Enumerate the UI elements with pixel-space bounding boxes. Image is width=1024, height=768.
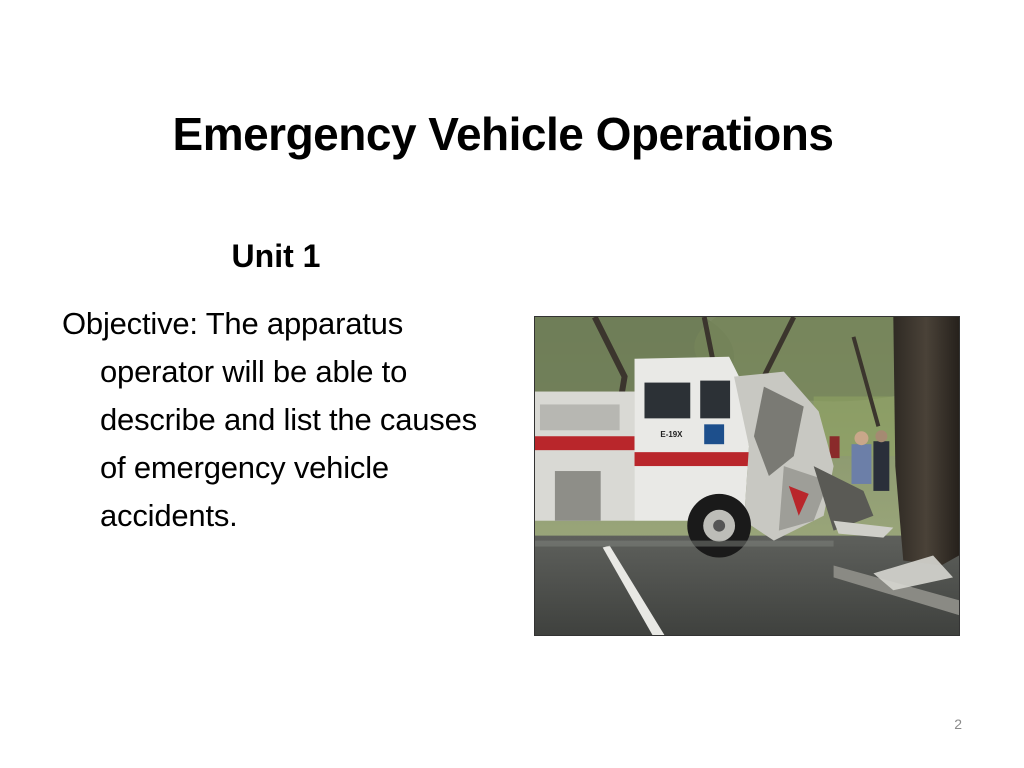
objective-text: Objective: The apparatus operator will be able to describe and list the causes of emergency vehicle accidents. bbox=[62, 306, 477, 533]
truck-label: E-19X bbox=[660, 430, 683, 440]
slide-title: Emergency Vehicle Operations bbox=[172, 108, 834, 160]
slide-subtitle: Unit 1 bbox=[231, 238, 321, 274]
crashed-fire-engine-photo bbox=[534, 316, 960, 636]
page-number: 2 bbox=[954, 716, 962, 732]
